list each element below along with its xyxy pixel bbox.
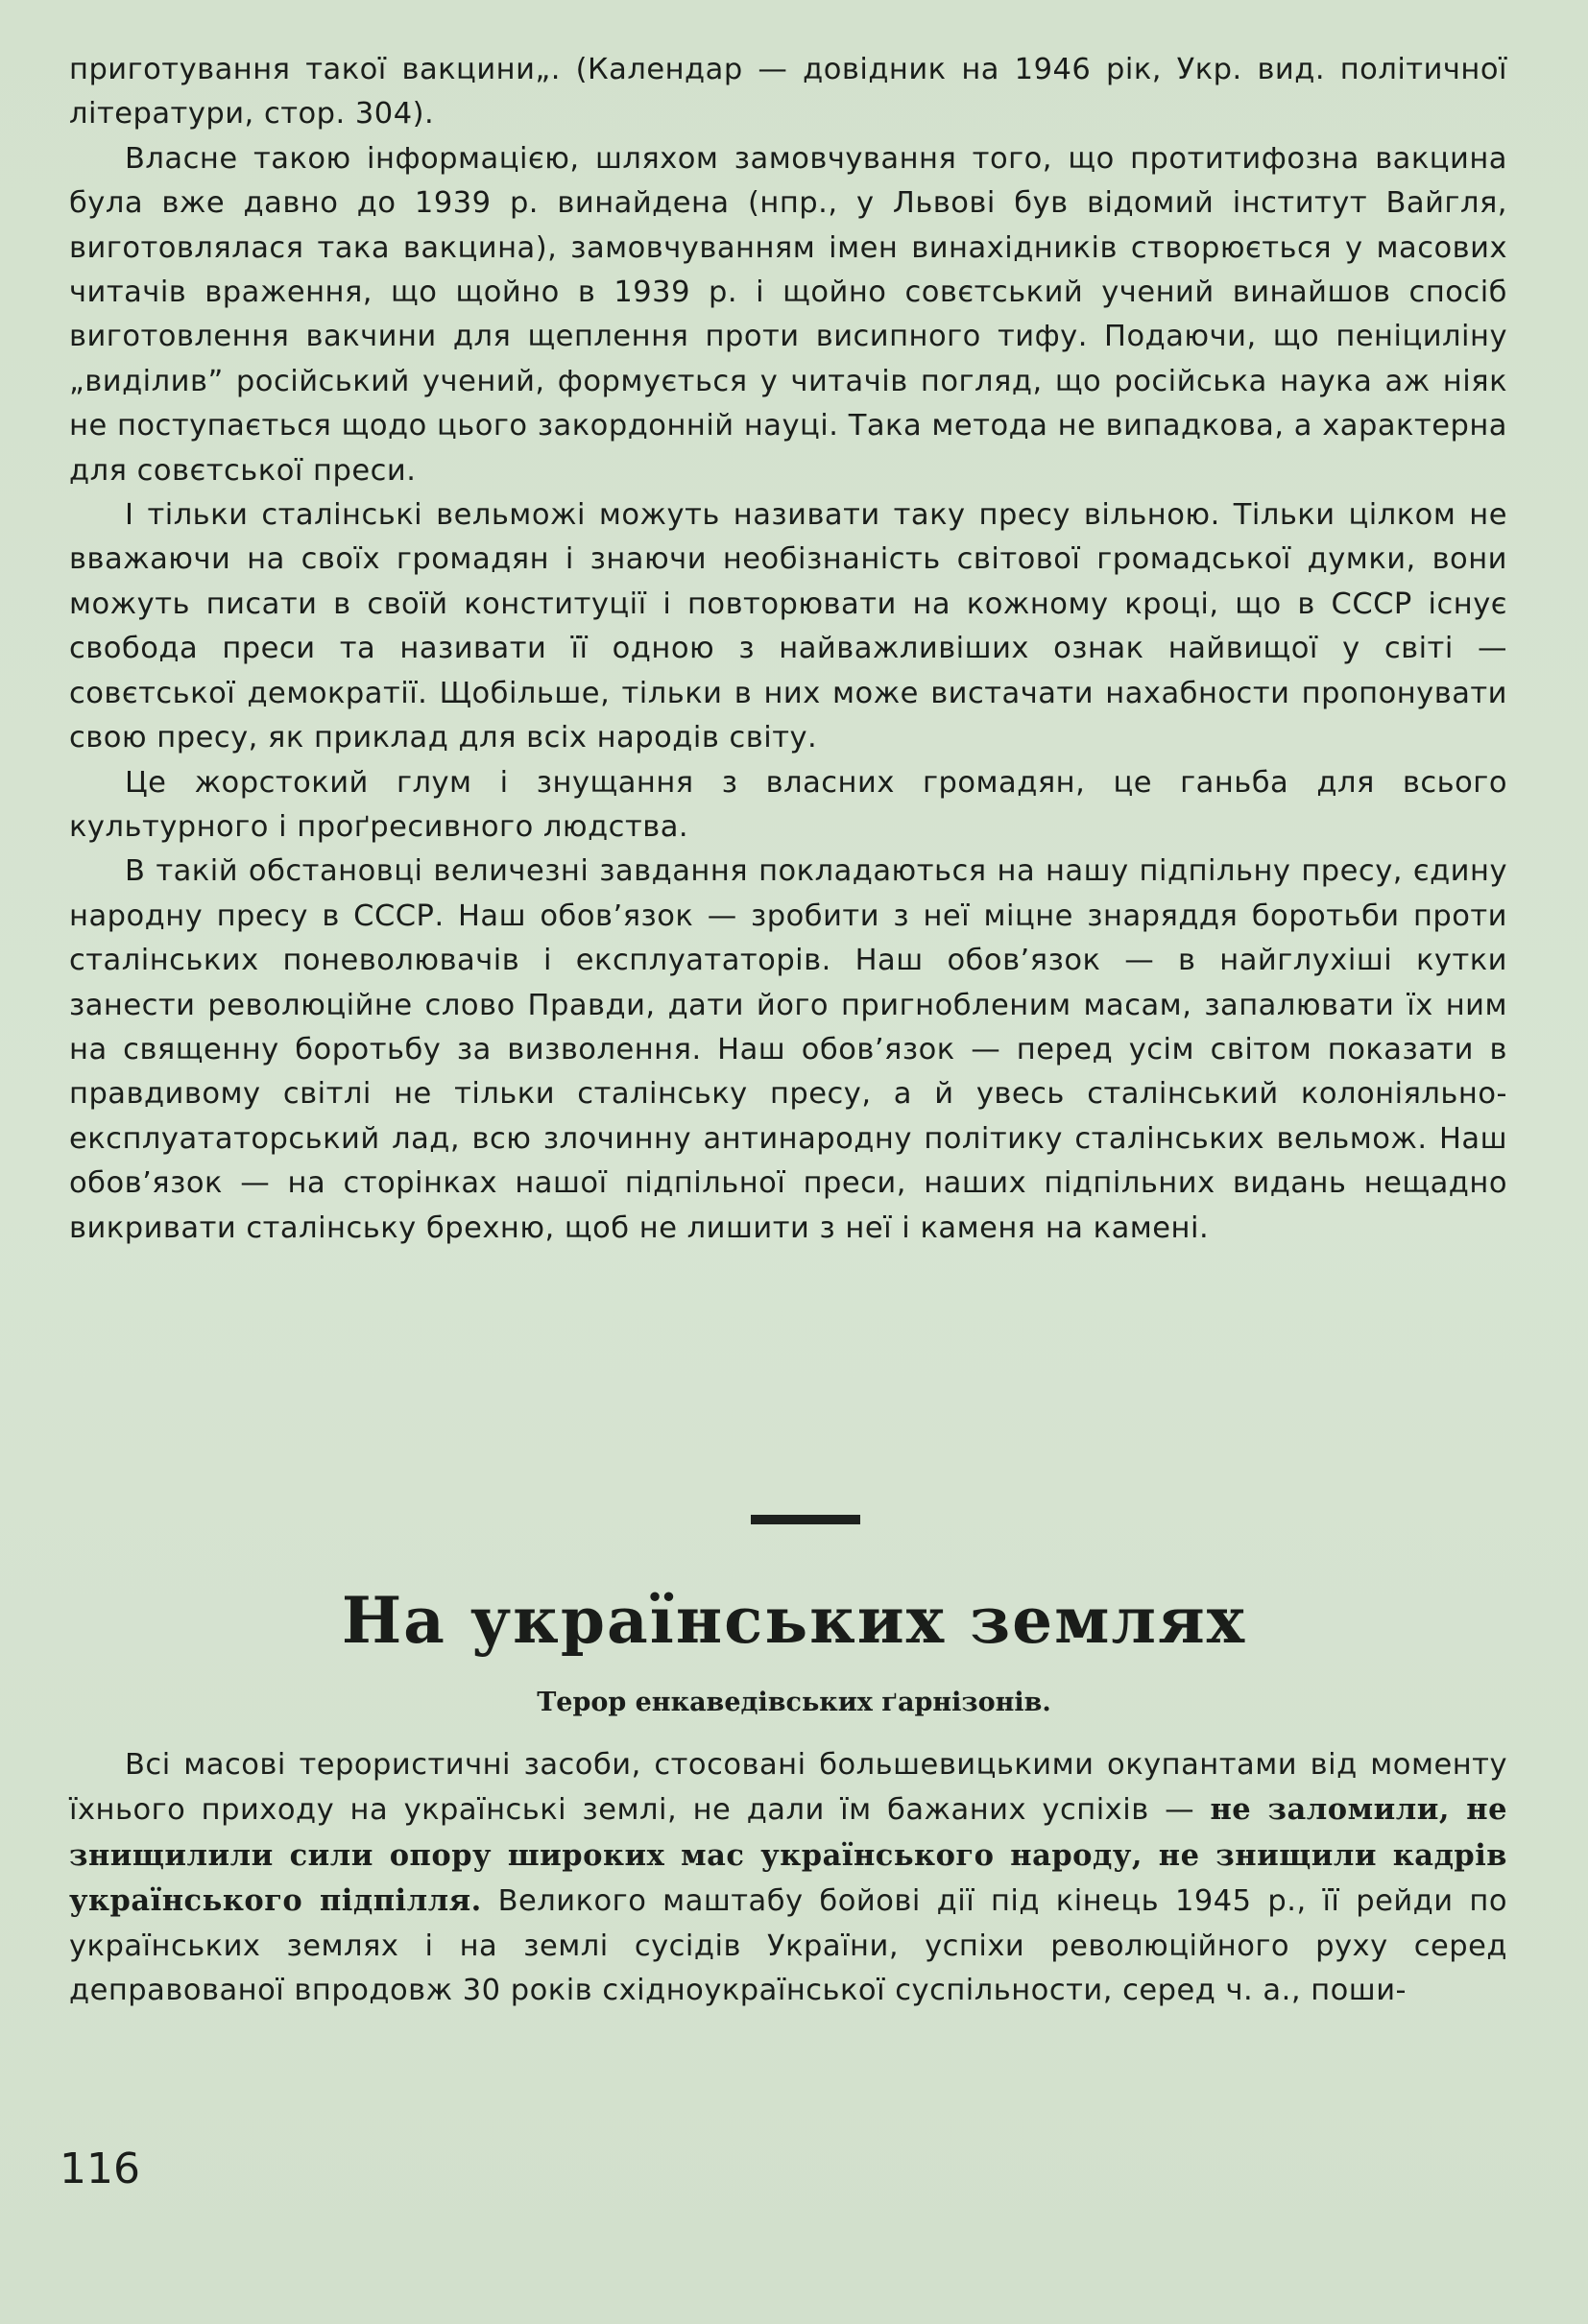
section-subtitle: Терор енкаведівських ґарнізонів. [537,1688,1051,1717]
section-body [69,1743,1507,2013]
section-paragraph-end: Великого маштабу бойові дії під кінець 1945 р., її рейди по українських землях і на землі сусідів України, успіхи революційного руху серед деправованої впродовж 30 років східноукраїнської суспільности, серед ч. а., поши- [69,1884,1507,2008]
paragraph-free-press: І тільки сталінські вельможі можуть називати таку пресу вільною. Тільки цілком не вважаючи на своїх громадян і знаючи необізнаність світової громадської думки, вони можуть писати в своїй конституції і повторювати на кожному кроці, що в СССР існує свобода преси та називати її одною з найважливіших ознак найвищої у світі — совєтської демократії. Щобільше, тільки в них може вистачати нахабности пропонувати свою пресу, як приклад для всіх народів світу. [69,498,1507,755]
paragraph-vaccine-information: Власне такою інформацією, шляхом замовчування того, що протитифозна вакцина була вже давно до 1939 р. винайдена (нпр., у Львові був відомий інститут Вайгля, виготовлялася така вакцина), замовчуванням імен винахідників створюється у масових читачів враження, що щойно в 1939 р. і щойно совєтський учений винайшов спосіб виготовлення вакчини для щеплення проти висипного тифу. Подаючи, що пеніциліну „виділив” російський учений, формується у читачів погляд, що російська наука аж ніяк не поступається щодо цього закордонній науці. Така метода не випадкова, а характерна для совєтської преси. [69,141,1507,488]
paragraph-mockery: Це жорстокий глум і знущання з власних громадян, це ганьба для всього культурного і проґресивного людства. [69,765,1507,844]
paragraph-continuation: приготування такої вакцини„. (Календар — довідник на 1946 рік, Укр. вид. політичної літератури, стор. 304). [69,53,1507,132]
section-divider [751,1515,860,1524]
article-body [69,48,1507,1251]
section-paragraph-start: Всі масові терористичні засоби, стосовані большевицькими окупантами від моменту їхнього приходу на українські землі, не дали їм бажаних успіхів — [69,1748,1507,1828]
page-number: 116 [60,2144,140,2193]
section-paragraph [69,1743,1507,2013]
section-paragraph-emphasis: не заломили, не знищилили сили опору широких мас українського народу, не знищили кадрів українського підпілля. [69,1792,1507,1919]
section-title: На українських землях [341,1583,1247,1658]
paragraph-underground-press-duty: В такій обстановці величезні завдання покладаються на нашу підпільну пресу, єдину народну пресу в СССР. Наш обов’язок — зробити з неї міцне знаряддя боротьби проти сталінських поневолювачів і експлуататорів. Наш обов’язок — в найглухіші кутки занести революційне слово Правди, дати його пригнобленим масам, запалювати їх ним на священну боротьбу за визволення. Наш обов’язок — перед усім світом показати в правдивому світлі не тільки сталінську пресу, а й увесь сталінський колоніяльно-експлуататорський лад, всю злочинну антинародну політику сталінських вельмож. Наш обов’язок — на сторінках нашої підпільної преси, наших підпільних видань нещадно викривати сталінську брехню, щоб не лишити з неї і каменя на камені. [69,854,1507,1245]
